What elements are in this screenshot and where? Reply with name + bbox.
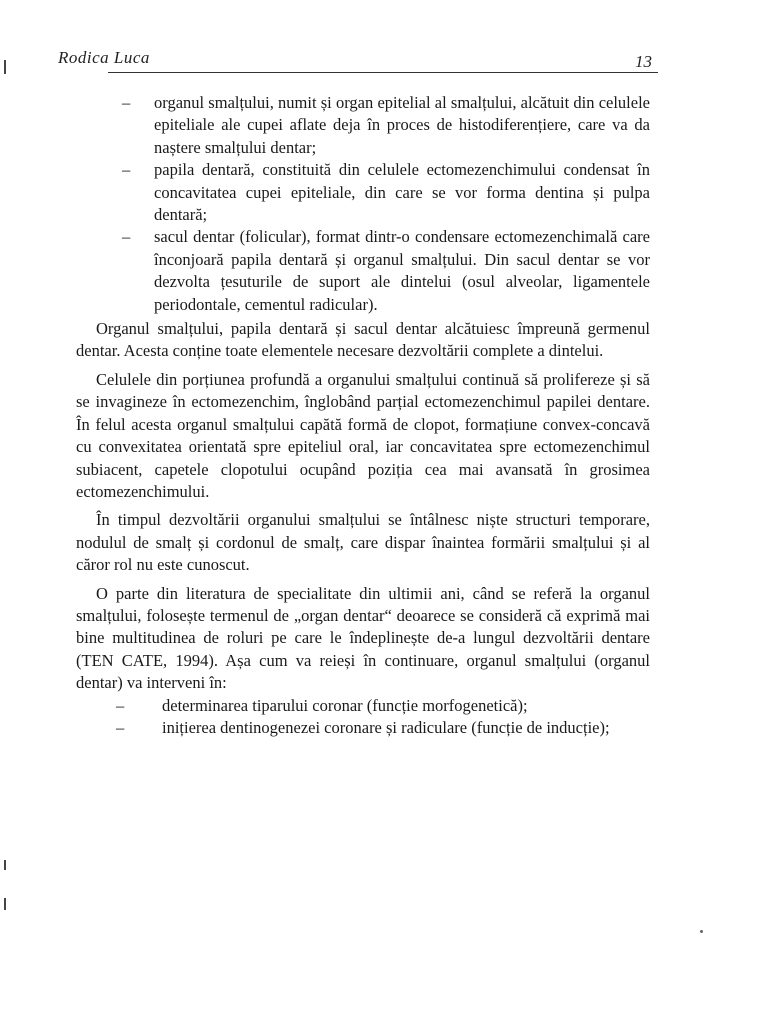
list-item (70, 92, 650, 159)
list-item (70, 159, 650, 226)
list-dash: – (116, 717, 125, 737)
list-item-text: papila dentară, constituită din celulele ectomezenchimului condensat în concavitatea cupei epiteliale, din care se vor forma dentina și pulpa dentară; (154, 160, 650, 225)
body-text (70, 92, 650, 739)
paragraph: În timpul dezvoltării organului smalțului se întâlnesc niște structuri temporare, nodulul de smalț și cordonul de smalț, care dispar înaintea formării smalțului și al căror rol nu este cunoscut. (76, 510, 650, 575)
list-dash: – (122, 160, 131, 180)
scan-margin-mark (4, 898, 6, 910)
list-dash: – (122, 227, 131, 247)
paragraph: O parte din literatura de specialitate din ultimii ani, când se referă la organul smalțului, folosește termenul de „organ dentar“ deoarece se consideră că exprimă mai bine multitudinea de roluri pe care le îndeplinește de-a lungul dezvoltării dentare (TEN CATE, 1994). Așa cum va reieși în continuare, organul smalțului (organul dentar) va interveni în: (76, 583, 650, 693)
list-item (70, 226, 650, 316)
running-head-author: Rodica Luca (58, 48, 150, 67)
paragraph: Organul smalțului, papila dentară și sacul dentar alcătuiesc împreună germenul dentar. Acesta conține toate elementele necesare dezvoltării complete a dintelui. (76, 319, 650, 361)
scan-speck (700, 930, 703, 933)
list-item-text: determinarea tiparului coronar (funcție morfogenetică); (162, 695, 528, 715)
list-dash: – (122, 93, 131, 112)
scan-margin-mark (4, 860, 6, 870)
list-dash: – (116, 695, 125, 715)
scan-margin-mark (4, 60, 6, 74)
header-rule (108, 72, 658, 73)
paragraph: Celulele din porțiunea profundă a organului smalțului continuă să prolifereze și să se invagineze în ectomezenchim, înglobând parțial ectomezenchimul papilei dentare. În felul acesta organul smalțului capătă formă de clopot, formațiune convex-concavă cu convexitatea orientată spre epiteliul oral, iar concavitatea spre ectomezenchimul subiacent, capetele clopotului ocupând poziția cea mai avansată în grosimea ectomezenchimului. (76, 369, 650, 501)
page-header (58, 48, 658, 88)
list-item (70, 717, 650, 739)
list-item-text: organul smalțului, numit și organ epitelial al smalțului, alcătuit din celulele epiteliale ale cupei aflate deja în proces de histodiferențiere, care va da naștere smalțului dentar; (154, 93, 650, 157)
list-item (70, 695, 650, 717)
list-item-text: inițierea dentinogenezei coronare și radiculare (funcție de inducție); (162, 717, 610, 737)
list-item-text: sacul dentar (folicular), format dintr-o condensare ectomezenchimală care înconjoară papila dentară și organul smalțului. Din sacul dentar se vor dezvolta țesuturile de suport ale dintelui (osul alveolar, ligamentele periodontale, cementul radicular). (154, 227, 650, 314)
page-number: 13 (635, 52, 652, 71)
